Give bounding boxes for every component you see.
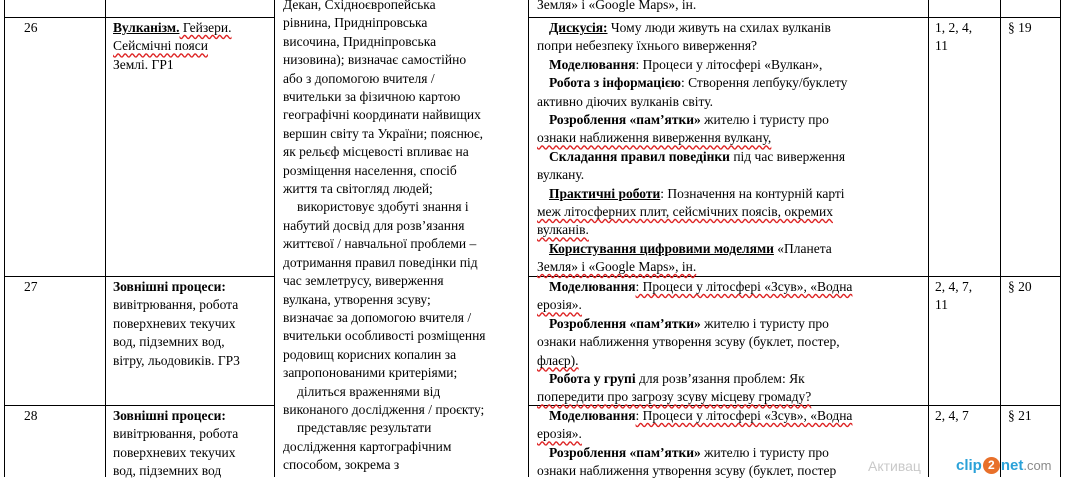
logo-part: 2 xyxy=(983,457,1000,474)
outcome-line: дотримання правил поведінки під xyxy=(283,254,478,270)
activity-text: попередити про загрозу зсуву місцеву громаду? xyxy=(537,389,812,405)
activity-text: жителю і туристу про xyxy=(700,444,829,460)
activity-label: Практичні роботи xyxy=(549,185,661,201)
row-number: 28 xyxy=(24,408,38,423)
topic-text: вивітрювання, робота xyxy=(113,426,239,442)
activity-label: Моделювання xyxy=(549,279,636,294)
activity-text: ерозія». xyxy=(537,297,582,313)
row-number: 26 xyxy=(24,20,38,35)
topic-cell xyxy=(113,407,238,481)
activity-text: жителю і туристу про xyxy=(700,315,829,331)
activity-text: жителю і туристу про xyxy=(700,112,829,128)
grades-cell xyxy=(935,407,969,425)
activity-text: ознаки наближення утворення зсуву (буклет, постер, xyxy=(537,334,840,350)
activity-label: Користування цифровими моделями xyxy=(549,240,774,256)
activity-text: ознаки наближення виверження вулкану, xyxy=(537,130,772,146)
outcome-line: вулкана, утворення зсуву; xyxy=(283,291,431,307)
activity-label: Розроблення «пам’ятки» xyxy=(549,444,701,460)
outcome-line: вершин світу та України; пояснює, xyxy=(283,125,484,141)
topic-text: Сейсмічні пояси xyxy=(113,38,208,54)
outcome-line: височина, Придніпровська xyxy=(283,33,437,49)
activity-label: Розроблення «пам’ятки» xyxy=(549,315,701,331)
row-divider xyxy=(528,17,1061,18)
activity-text: вулкану. xyxy=(537,167,585,183)
topic-text: Гейзери. xyxy=(179,20,232,35)
topic-text: вод, підземних вод, xyxy=(113,334,225,350)
outcome-line: життя та світогляд людей; xyxy=(283,181,433,197)
outcome-line: або з допомогою вчителя / xyxy=(283,70,435,86)
outcome-line: виконаного дослідження / проєкту; xyxy=(283,401,485,417)
logo-part: .com xyxy=(1023,457,1052,473)
activity-text: для розв’язання проблем: Як xyxy=(635,371,805,387)
grades-cell xyxy=(935,19,972,56)
outcome-line: ділиться враженнями від xyxy=(297,383,441,399)
activities-cell xyxy=(537,19,847,277)
activity-label: Робота у групі xyxy=(549,371,636,387)
activity-text: : Процеси у літосфері «Зсув», «Водна xyxy=(635,408,853,423)
outcome-line: використовує здобуті знання і xyxy=(297,199,469,215)
topic-cell xyxy=(113,278,240,370)
paragraph-ref: § 19 xyxy=(1008,20,1032,35)
topic-text: вивітрювання, робота xyxy=(113,297,239,313)
activities-cell xyxy=(537,407,852,481)
activation-watermark: Активац xyxy=(868,458,921,474)
logo-part: clip xyxy=(956,456,982,474)
activity-text: флаєр). xyxy=(537,352,579,368)
activity-label: Моделювання xyxy=(549,56,636,72)
row-number: 27 xyxy=(24,279,38,294)
row-divider xyxy=(4,405,275,406)
topic-text: поверхневих текучих xyxy=(113,444,236,460)
activity-text: «Планета xyxy=(773,240,832,256)
outcome-line: життєвої / навчальної проблеми – xyxy=(283,236,477,252)
activity-text: : Процеси у літосфері «Зсув», «Водна xyxy=(635,279,853,294)
activity-text: ознаки наближення утворення зсуву (буклет, постер xyxy=(537,463,837,479)
outcome-line: розміщення населення, спосіб xyxy=(283,162,457,178)
clip2net-logo xyxy=(956,456,1052,474)
outcome-line: набутий досвід для розв’язання xyxy=(283,217,465,233)
topic-text: вод, підземних вод xyxy=(113,463,222,479)
outcome-line: рівнина, Придніпровська xyxy=(283,15,428,31)
outcome-line: визначає за допомогою вчителя / xyxy=(283,309,472,325)
outcomes-cell xyxy=(283,0,486,475)
grades-cell xyxy=(935,278,972,315)
activity-text: меж літосферних плит, сейсмічних поясів, окремих xyxy=(537,204,833,220)
activity-text: : Створення лепбуку/буклету xyxy=(680,75,848,91)
grades-text: 2, 4, 7, xyxy=(935,279,973,294)
activity-label: Моделювання xyxy=(549,408,636,423)
outcome-line: низовина); визначає самостійно xyxy=(283,52,467,68)
outcome-line: вчительки за фізичною картою xyxy=(283,89,461,105)
outcome-line: час землетрусу, виверження xyxy=(283,273,444,289)
activity-label: Робота з інформацією xyxy=(549,75,681,91)
activity-text: попри небезпеку їхнього виверження? xyxy=(537,38,758,54)
activities-cell xyxy=(537,0,696,14)
topic-cell xyxy=(113,19,232,74)
activities-cell xyxy=(537,278,852,407)
outcome-line: як рельєф місцевості впливає на xyxy=(283,144,469,160)
grades-text: 11 xyxy=(935,38,948,54)
outcome-line: географічні координати найвищих xyxy=(283,107,481,123)
logo-part: net xyxy=(1000,456,1024,474)
activity-text: ерозія». xyxy=(537,426,582,442)
activity-text: під час виверження xyxy=(729,148,846,164)
outcome-line: вчительки особливості розміщення xyxy=(283,328,486,344)
activity-label: Складання правил поведінки xyxy=(549,148,730,164)
activity-text: Чому люди живуть на схилах вулканів xyxy=(607,20,831,35)
outcome-line: родовищ корисних копалин за xyxy=(283,346,457,362)
topic-title: Зовнішні процеси: xyxy=(113,279,226,294)
outcome-line: дослідження картографічним xyxy=(283,438,452,454)
row-divider xyxy=(4,276,275,277)
grades-text: 2, 4, 7 xyxy=(935,408,969,423)
activity-text: активно діючих вулканів світу. xyxy=(537,93,714,109)
activity-text: Земля» і «Google Maps», ін. xyxy=(537,0,697,12)
outcome-line: представляє результати xyxy=(297,420,432,436)
paragraph-ref: § 20 xyxy=(1008,279,1032,294)
activity-text: Земля» і «Google Maps», ін. xyxy=(537,259,697,275)
topic-text: поверхневих текучих xyxy=(113,315,236,331)
activity-text: : Процеси у літосфері «Вулкан», xyxy=(635,56,823,72)
topic-text: вітру, льодовиків. ГР3 xyxy=(113,352,240,368)
activity-text: вулканів. xyxy=(537,222,589,238)
row-divider xyxy=(4,17,275,18)
topic-title: Зовнішні процеси: xyxy=(113,408,226,423)
activity-label: Розроблення «пам’ятки» xyxy=(549,112,701,128)
grades-text: 11 xyxy=(935,297,948,313)
topic-title: Вулканізм. xyxy=(113,20,180,35)
activity-label: Дискусія: xyxy=(549,20,608,35)
paragraph-ref: § 21 xyxy=(1008,408,1032,423)
activity-text: : Позначення на контурній карті xyxy=(660,185,845,201)
topic-text: Землі. ГР1 xyxy=(113,56,174,72)
outcome-line: Декан, Східноєвропейська xyxy=(283,0,436,12)
outcome-line: способом, зокрема з xyxy=(283,457,400,473)
grades-text: 1, 2, 4, xyxy=(935,20,973,35)
outcome-line: запропонованими критеріями; xyxy=(283,365,458,381)
